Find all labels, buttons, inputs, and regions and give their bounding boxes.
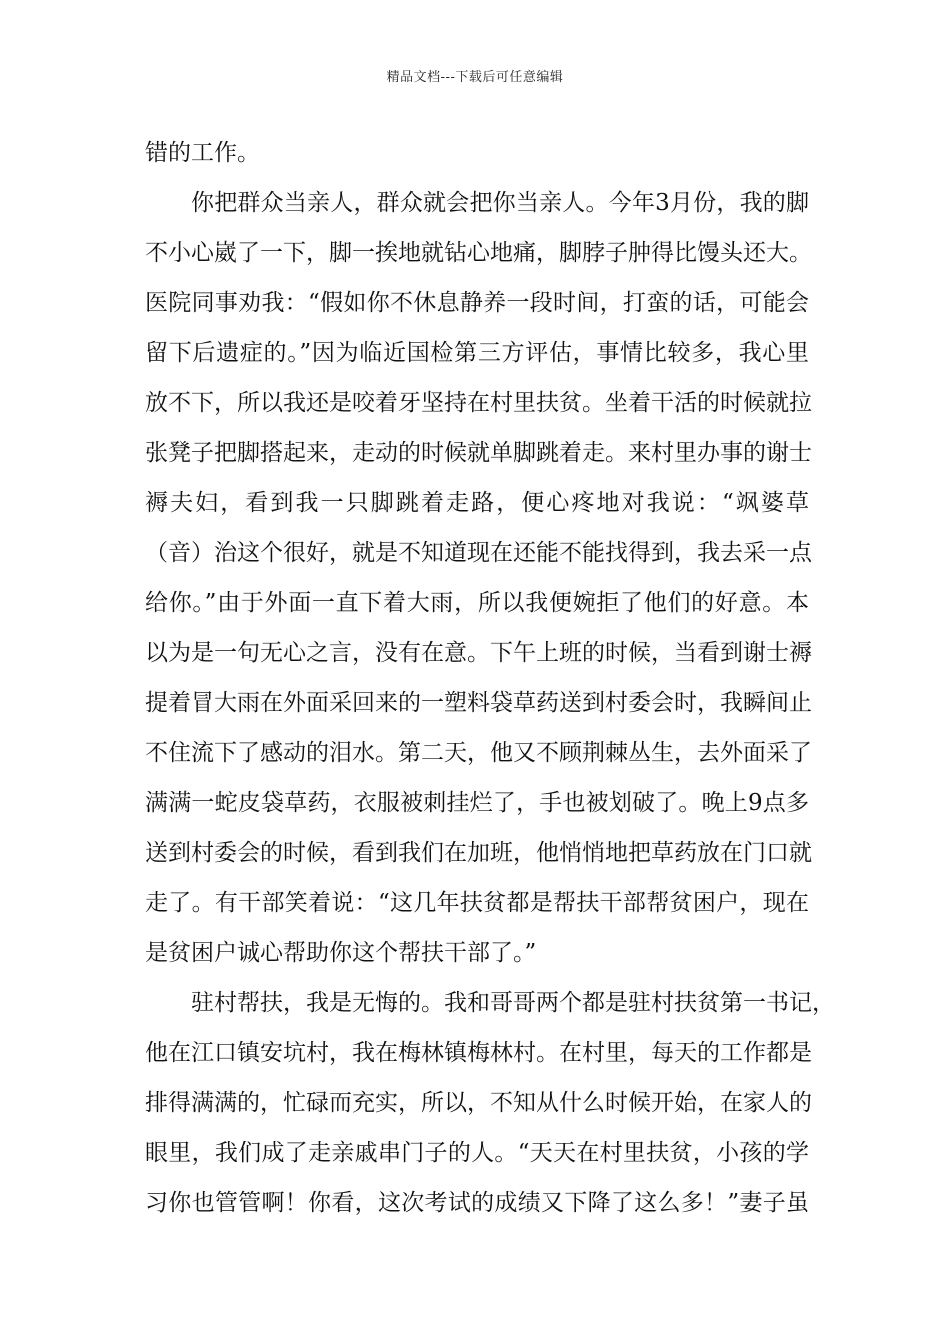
text-line: 习你也管管啊！你看，这次考试的成绩又下降了这么多！”妻子虽 bbox=[145, 1190, 809, 1216]
text-line: 是贫困户诚心帮助你这个帮扶干部了。” bbox=[145, 940, 537, 966]
text-line: 留下后遗症的。”因为临近国检第三方评估，事情比较多，我心里 bbox=[145, 340, 809, 366]
text-line: 以为是一句无心之言，没有在意。下午上班的时候，当看到谢士褥 bbox=[145, 640, 812, 666]
text-line: 走了。有干部笑着说：“这几年扶贫都是帮扶干部帮贫困户，现在 bbox=[145, 890, 809, 916]
text-line: 送到村委会的时候，看到我们在加班，他悄悄地把草药放在门口就 bbox=[145, 840, 812, 866]
page-header: 精品文档---下载后可任意编辑 bbox=[386, 70, 564, 85]
text-line: 放不下，所以我还是咬着牙坚持在村里扶贫。坐着干活的时候就拉 bbox=[145, 390, 812, 416]
document-body bbox=[145, 128, 835, 1228]
text-line: （音）治这个很好，就是不知道现在还能不能找得到，我去采一点 bbox=[145, 540, 812, 566]
text-line: 不住流下了感动的泪水。第二天，他又不顾荆棘丛生，去外面采了 bbox=[145, 740, 812, 766]
text-line: 张凳子把脚搭起来，走动的时候就单脚跳着走。来村里办事的谢士 bbox=[145, 440, 812, 466]
text-line: 给你。”由于外面一直下着大雨，所以我便婉拒了他们的好意。本 bbox=[145, 590, 809, 616]
text-line: 褥夫妇，看到我一只脚跳着走路，便心疼地对我说：“飒婆草 bbox=[145, 490, 809, 516]
text-line: 错的工作。 bbox=[145, 140, 260, 166]
text-line: 驻村帮扶，我是无悔的。我和哥哥两个都是驻村扶贫第一书记， bbox=[191, 990, 835, 1016]
text-line: 满满一蛇皮袋草药，衣服被刺挂烂了，手也被划破了。晚上9点多 bbox=[145, 790, 809, 816]
text-line: 排得满满的，忙碌而充实，所以，不知从什么时候开始，在家人的 bbox=[145, 1090, 812, 1116]
text-line: 不小心崴了一下，脚一挨地就钻心地痛，脚脖子肿得比馒头还大。 bbox=[145, 240, 812, 266]
text-line: 医院同事劝我：“假如你不休息静养一段时间，打蛮的话，可能会 bbox=[145, 290, 809, 316]
text-line: 提着冒大雨在外面采回来的一塑料袋草药送到村委会时，我瞬间止 bbox=[145, 690, 812, 716]
text-line: 眼里，我们成了走亲戚串门子的人。“天天在村里扶贫，小孩的学 bbox=[145, 1140, 809, 1166]
text-line: 他在江口镇安坑村，我在梅林镇梅林村。在村里，每天的工作都是 bbox=[145, 1040, 812, 1066]
text-line: 你把群众当亲人，群众就会把你当亲人。今年3月份，我的脚 bbox=[191, 190, 809, 216]
